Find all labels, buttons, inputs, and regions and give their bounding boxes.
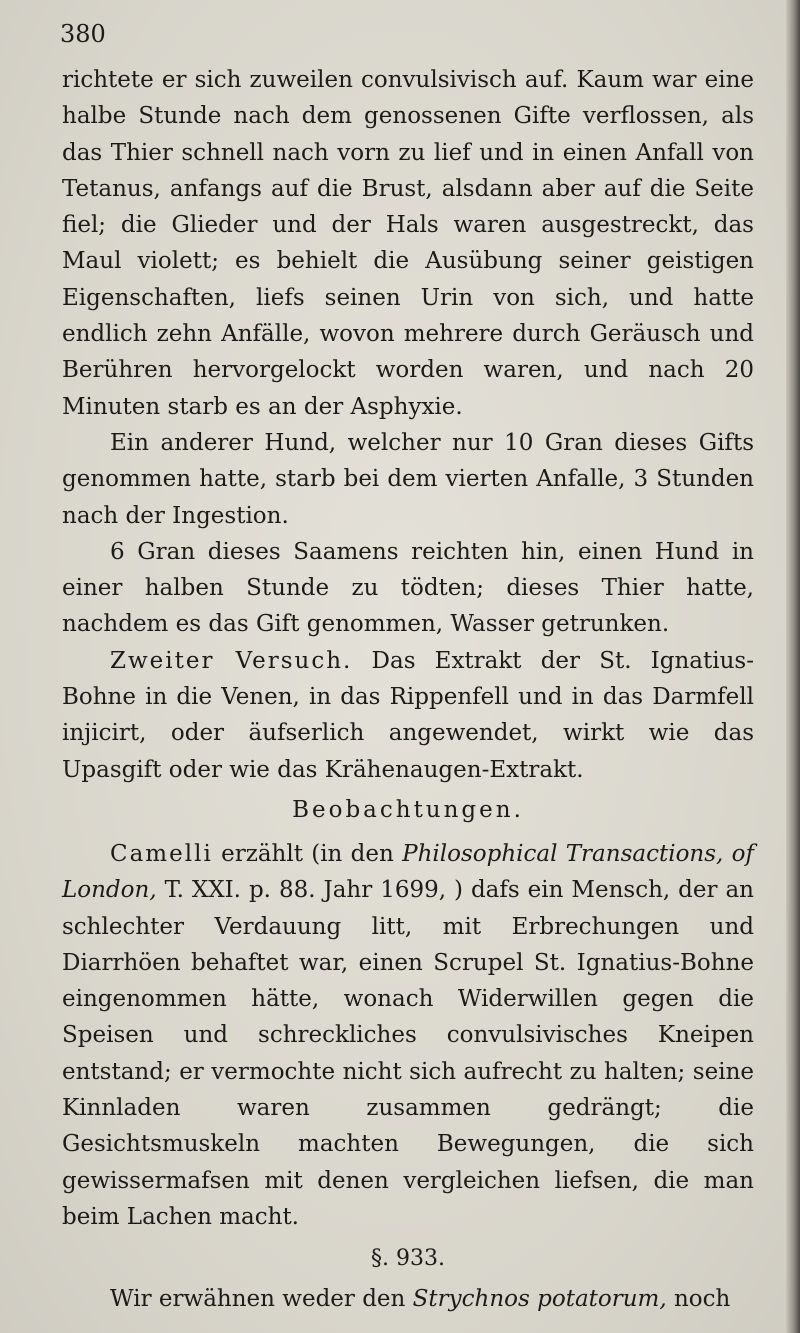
section-number: §. 933. [371, 1246, 445, 1272]
page-body [62, 62, 754, 1318]
paragraph-strychnos [62, 1281, 754, 1317]
camelli-text-b: T. XXI. p. 88. Jahr 1699, ) dafs ein Mensch, der an schlechter Verdauung litt, mit Erbrechungen und Diarrhöen behaftet war, einen Scrupel St. Ignatius-Bohne eingenommen hätte, wonach Widerwillen gegen die Speisen und schreckliches convulsivisches Kneipen entstand; er vermochte nicht sich aufrecht zu halten; seine Kinnladen waren zusammen gedrängt; die Gesichtsmuskeln machten Bewegungen, die sich gewissermafsen mit denen vergleichen liefsen, die man beim Lachen macht. [62, 877, 754, 1230]
paragraph-camelli [62, 836, 754, 1235]
camelli-text-a: erzählt (in den [212, 840, 403, 867]
journal-title: Philosophical Transactions, of London, [62, 840, 754, 904]
paragraph-continuation: richtete er sich zuweilen convulsivisch auf. Kaum war eine halbe Stunde nach dem genossenen Gifte verflossen, als das Thier schnell nach vorn zu lief und in einen Anfall von Tetanus, anfangs auf die Brust, alsdann aber auf die Seite fiel; die Glieder und der Hals waren ausgestreckt, das Maul violett; es behielt die Ausübung seiner geistigen Eigenschaften, liefs seinen Urin von sich, und hatte endlich zehn Anfälle, wovon mehrere durch Geräusch und Berühren hervorgelockt worden waren, und nach 20 Minuten starb es an der Asphyxie. [62, 67, 754, 420]
experiment-label: Zweiter Versuch. [110, 647, 353, 674]
page-number: 380 [60, 20, 106, 48]
strychnos-text-b: noch [666, 1286, 731, 1313]
section-heading: Beobachtungen. [292, 796, 524, 823]
strychnos-text-a: Wir erwähnen weder den [110, 1286, 413, 1313]
paragraph-second-experiment [62, 643, 754, 788]
paragraph-six-grains: 6 Gran dieses Saamens reichten hin, einen Hund in einer halben Stunde zu tödten; dieses Thier hatte, nachdem es das Gift genommen, Wasser getrunken. [62, 538, 754, 638]
species-name: Strychnos potatorum, [412, 1286, 667, 1313]
author-name: Camelli [110, 840, 213, 867]
paragraph-second-dog: Ein anderer Hund, welcher nur 10 Gran dieses Gifts genommen hatte, starb bei dem vierten Anfalle, 3 Stunden nach der Ingestion. [62, 429, 754, 529]
page-edge-shadow [786, 0, 800, 1333]
experiment-text: Das Extrakt der St. Ignatius-Bohne in die Venen, in das Rippenfell und in das Darmfell injicirt, oder äufserlich angewendet, wirkt wie das Upasgift oder wie das Krähenaugen-Extrakt. [62, 647, 754, 783]
